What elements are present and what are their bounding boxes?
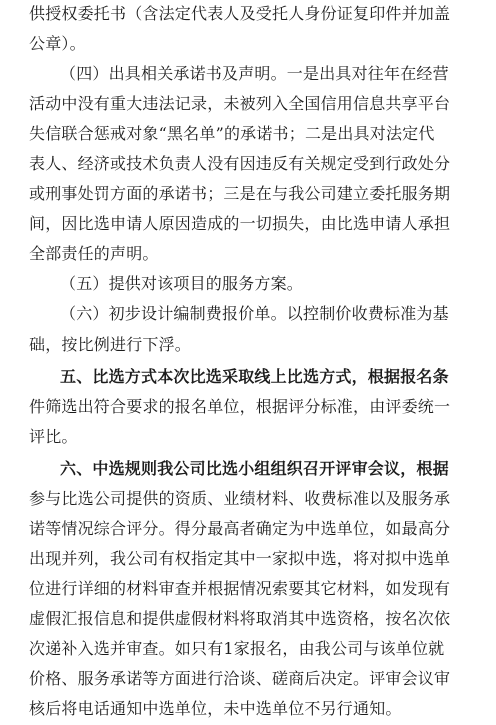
paragraph-line: 价格、服务承诺等方面进行洽谈、磋商后决定。评审会议审 <box>29 668 451 688</box>
paragraph-line: 或刑事处罚方面的承诺书；三是在与我公司建立委托服务期 <box>29 184 451 204</box>
paragraph-line: 表人、经济或技术负责人没有因违反有关规定受到行政处分 <box>29 154 451 174</box>
paragraph-line: 件筛选出符合要求的报名单位，根据评分标准，由评委统一 <box>29 396 451 416</box>
section-heading-line: 五、比选方式本次比选采取线上比选方式，根据报名条 <box>60 366 449 386</box>
paragraph-line: 失信联合惩戒对象“黑名单”的承诺书；二是出具对法定代 <box>29 124 435 144</box>
paragraph-line: 公章）。 <box>29 33 86 53</box>
paragraph-line: 诺等情况综合评分。得分最高者确定为中选单位，如最高分 <box>29 518 451 538</box>
paragraph-line: 活动中没有重大违法记录，未被列入全国信用信息共享平台 <box>29 94 451 113</box>
paragraph-line: 础，按比例进行下浮。 <box>29 334 192 354</box>
paragraph-line: 出现并列，我公司有权指定其中一家拟中选，将对拟中选单 <box>29 548 451 568</box>
paragraph-line: （六）初步设计编制费报价单。以控制价收费标准为基 <box>60 304 449 324</box>
paragraph-line: 评比。 <box>29 426 78 446</box>
section-heading-line: 六、中选规则我公司比选小组组织召开评审会议，根据 <box>60 458 449 478</box>
paragraph-line: 位进行详细的材料审查并根据情况索要其它材料，如发现有 <box>29 578 451 598</box>
paragraph-line: 全部责任的声明。 <box>29 244 159 264</box>
paragraph-line: 核后将电话通知中选单位，未中选单位不另行通知。 <box>29 699 402 718</box>
paragraph-line: （五）提供对该项目的服务方案。 <box>60 274 304 294</box>
paragraph-line: 参与比选公司提供的资质、业绩材料、收费标准以及服务承 <box>29 488 451 508</box>
paragraph-line: 供授权委托书（含法定代表人及受托人身份证复印件并加盖 <box>29 3 451 23</box>
paragraph-line: 次递补入选并审查。如只有1家报名，由我公司与该单位就 <box>29 638 445 658</box>
paragraph-line: 间，因比选申请人原因造成的一切损失，由比选申请人承担 <box>29 214 451 234</box>
paragraph-line: 虚假汇报信息和提供虚假材料将取消其中选资格，按名次依 <box>29 608 451 628</box>
paragraph-line: （四）出具相关承诺书及声明。一是出具对往年在经营 <box>60 64 449 83</box>
